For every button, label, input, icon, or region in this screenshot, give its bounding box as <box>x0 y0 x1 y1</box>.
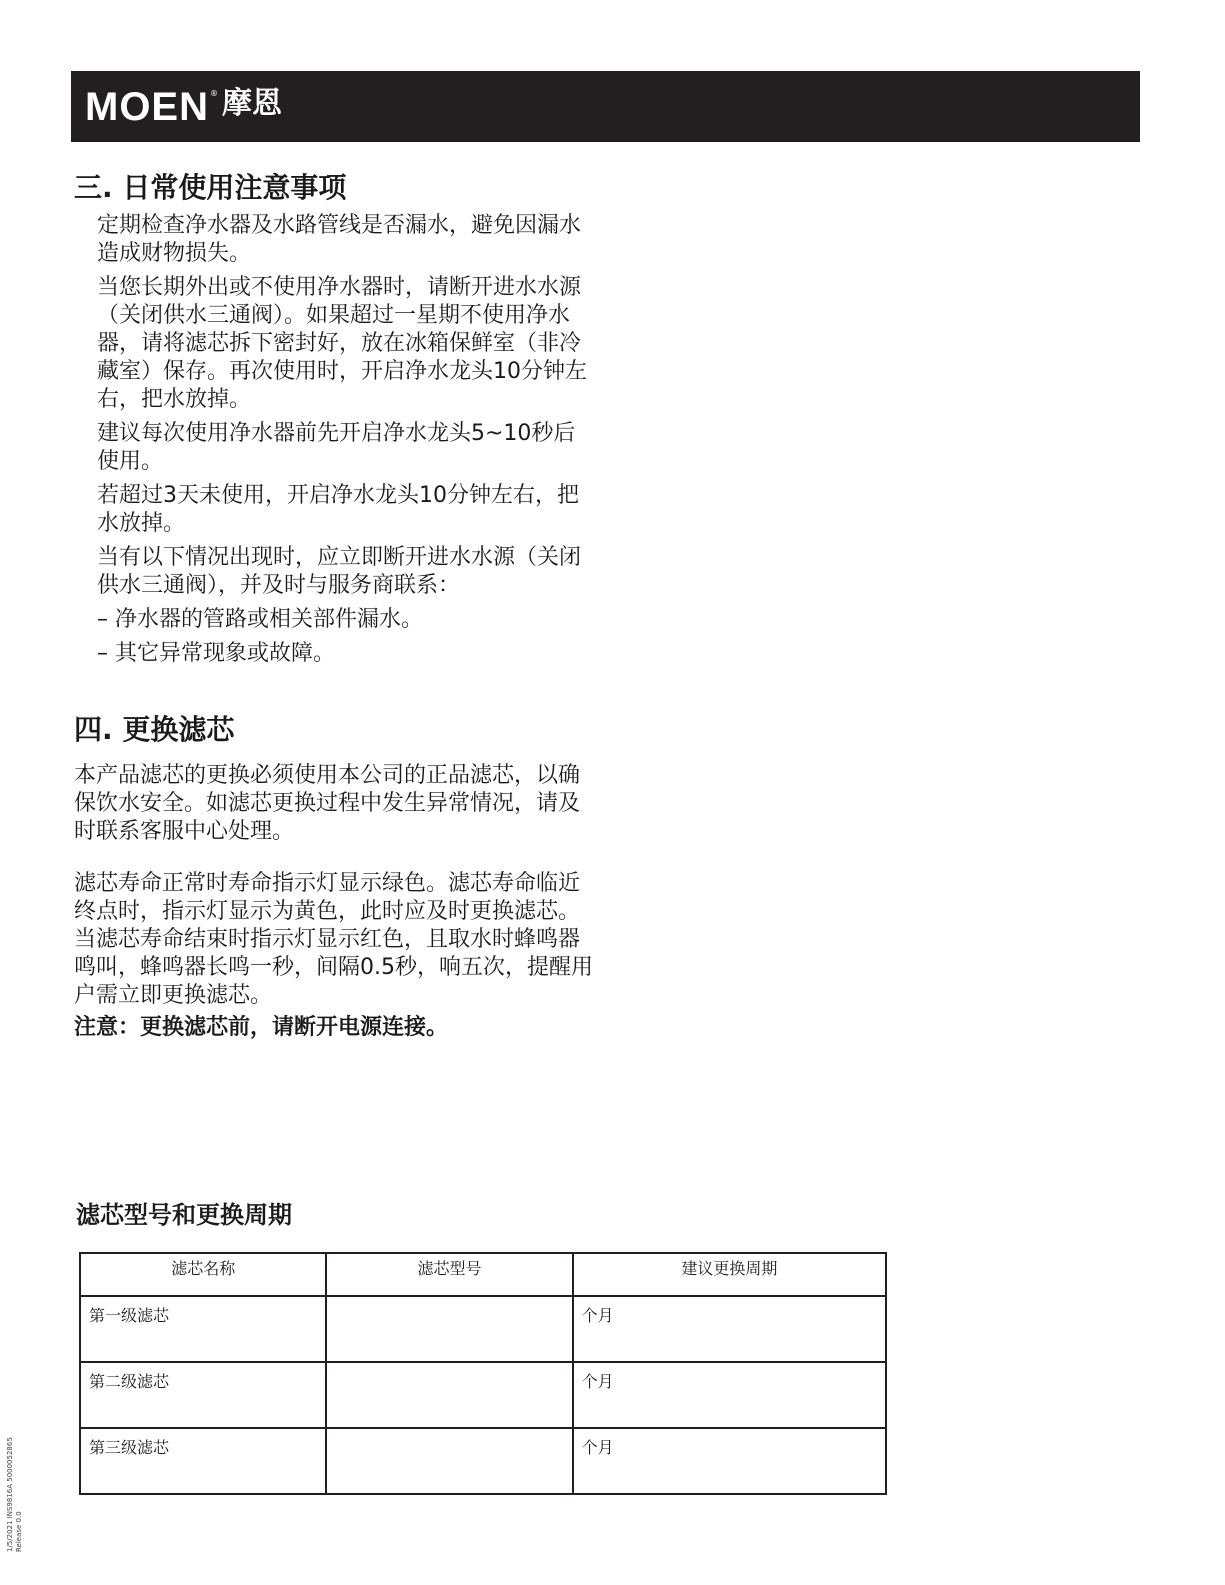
section-4-paragraph: 本产品滤芯的更换必须使用本公司的正品滤芯，以确保饮水安全。如滤芯更换过程中发生异常情况，请及时联系客服中心处理。 <box>74 763 581 844</box>
section-4-title: 四. 更换滤芯 <box>74 713 235 746</box>
section-3-list-item: – 净水器的管路或相关部件漏水。 <box>97 607 423 632</box>
section-3-paragraph: 建议每次使用净水器前先开启净水龙头5~10秒后使用。 <box>97 421 576 474</box>
logo-text-en: MOEN <box>85 84 209 129</box>
section-3-list-item: – 其它异常现象或故障。 <box>97 641 335 666</box>
filter-name-cell: 第三级滤芯 <box>80 1428 326 1494</box>
document-side-code <box>6 1437 24 1552</box>
section-4-body <box>74 762 594 1042</box>
filter-period-cell: 个月 <box>573 1296 886 1362</box>
section-4-warning: 注意：更换滤芯前，请断开电源连接。 <box>74 1015 449 1040</box>
header-replace-period: 建议更换周期 <box>573 1253 886 1296</box>
logo-registered-mark: ® <box>210 88 218 98</box>
brand-header <box>71 71 1140 142</box>
side-code-line: 1/5/2021 INS9816A 5000052865 <box>6 1437 14 1552</box>
filter-table-title: 滤芯型号和更换周期 <box>76 1201 292 1229</box>
table-row <box>80 1296 886 1362</box>
section-3-paragraph: 若超过3天未使用，开启净水龙头10分钟左右，把水放掉。 <box>97 483 579 536</box>
filter-period-cell: 个月 <box>573 1428 886 1494</box>
section-3-paragraph: 当有以下情况出现时，应立即断开进水水源（关闭供水三通阀），并及时与服务商联系： <box>97 545 582 598</box>
filter-model-cell <box>326 1296 572 1362</box>
table-row <box>80 1428 886 1494</box>
header-filter-model: 滤芯型号 <box>326 1253 572 1296</box>
moen-logo <box>85 84 282 129</box>
filter-model-cell <box>326 1428 572 1494</box>
filter-name-cell: 第二级滤芯 <box>80 1362 326 1428</box>
section-3-paragraph: 定期检查净水器及水路管线是否漏水，避免因漏水造成财物损失。 <box>97 213 582 266</box>
filter-name-cell: 第一级滤芯 <box>80 1296 326 1362</box>
header-filter-name: 滤芯名称 <box>80 1253 326 1296</box>
filter-model-cell <box>326 1362 572 1428</box>
paragraph-gap <box>74 846 594 870</box>
logo-text-zh: 摩恩 <box>222 85 282 121</box>
section-3-title: 三. 日常使用注意事项 <box>74 171 347 204</box>
filter-period-cell: 个月 <box>573 1362 886 1428</box>
section-3-body <box>97 212 597 674</box>
section-3-paragraph: 当您长期外出或不使用净水器时，请断开进水水源（关闭供水三通阀）。如果超过一星期不使用净水器，请将滤芯拆下密封好，放在冰箱保鲜室（非冷藏室）保存。再次使用时，开启净水龙头10分钟左右，把水放掉。 <box>97 275 587 412</box>
section-4-paragraph: 滤芯寿命正常时寿命指示灯显示绿色。滤芯寿命临近终点时，指示灯显示为黄色，此时应及时更换滤芯。当滤芯寿命结束时指示灯显示红色，且取水时蜂鸣器鸣叫，蜂鸣器长鸣一秒，间隔0.5秒，响五次，提醒用户需立即更换滤芯。 <box>74 871 593 1008</box>
table-row <box>80 1362 886 1428</box>
filter-table <box>79 1252 887 1495</box>
table-header-row <box>80 1253 886 1296</box>
side-code-line: Release 0.0 <box>15 1511 23 1552</box>
